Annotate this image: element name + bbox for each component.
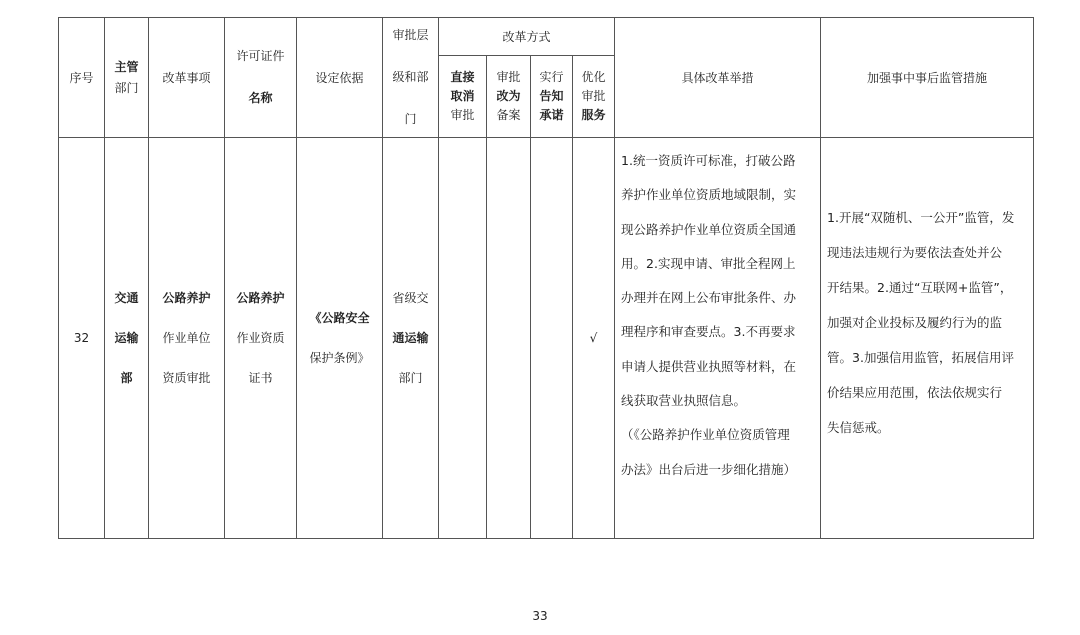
measures-line: 办法》出台后进一步细化措施） — [621, 461, 797, 477]
measures-line: （《公路养护作业单位资质管理 — [621, 427, 790, 443]
supervision-line: 失信惩戒。 — [827, 420, 890, 435]
row-supervision — [821, 138, 1034, 539]
row-item: 公路养护 作业单位 资质审批 — [149, 138, 225, 539]
measures-line: 现公路养护作业单位资质全国通 — [621, 221, 797, 237]
supervision-line: 价结果应用范围，依法依规实行 — [827, 385, 1003, 400]
header-row-1 — [59, 18, 1034, 56]
measures-line: 1.统一资质许可标准，打破公路 — [621, 153, 796, 168]
row-method-notify — [531, 138, 573, 539]
header-item: 改革事项 — [149, 18, 225, 138]
header-dept: 主管 部门 — [105, 18, 149, 138]
measures-line: 线获取营业执照信息。 — [621, 393, 747, 409]
measures-line: 养护作业单位资质地域限制，实 — [621, 187, 797, 203]
header-method-cancel: 直接 取消 审批 — [439, 56, 487, 138]
row-level: 省级交 通运输 部门 — [383, 138, 439, 539]
row-license: 公路养护 作业资质 证书 — [225, 138, 297, 539]
reform-table — [58, 17, 1034, 539]
header-method: 改革方式 — [439, 18, 615, 56]
page-number: 33 — [532, 609, 548, 623]
header-level: 审批层 级和部 门 — [383, 18, 439, 138]
header-method-optimize: 优化 审批 服务 — [573, 56, 615, 138]
measures-line: 申请人提供营业执照等材料，在 — [621, 358, 797, 374]
supervision-line: 现违法违规行为要依法查处并公 — [827, 245, 1003, 260]
measures-line: 办理并在网上公布审批条件、办 — [621, 290, 797, 306]
header-method-record: 审批 改为 备案 — [487, 56, 531, 138]
supervision-line: 开结果。2.通过“互联网+监管”， — [827, 280, 1013, 295]
supervision-line: 管。3.加强信用监管，拓展信用评 — [827, 350, 1014, 365]
header-method-notify: 实行 告知 承诺 — [531, 56, 573, 138]
table-row — [59, 138, 1034, 539]
row-method-cancel — [439, 138, 487, 539]
header-license: 许可证件 名称 — [225, 18, 297, 138]
row-method-optimize-checkmark: √ — [573, 138, 615, 539]
header-measures: 具体改革举措 — [615, 18, 821, 138]
row-method-record — [487, 138, 531, 539]
row-basis: 《公路安全 保护条例》 — [297, 138, 383, 539]
measures-line: 理程序和审查要点。3.不再要求 — [621, 324, 796, 340]
header-basis: 设定依据 — [297, 18, 383, 138]
supervision-line: 1.开展“双随机、一公开”监管，发 — [827, 210, 1015, 225]
row-dept: 交通 运输 部 — [105, 138, 149, 539]
supervision-line: 加强对企业投标及履约行为的监 — [827, 315, 1003, 330]
row-measures — [615, 138, 821, 539]
measures-line: 用。2.实现申请、审批全程网上 — [621, 255, 796, 271]
header-seq: 序号 — [59, 18, 105, 138]
header-supervision: 加强事中事后监管措施 — [821, 18, 1034, 138]
row-seq: 32 — [59, 138, 105, 539]
